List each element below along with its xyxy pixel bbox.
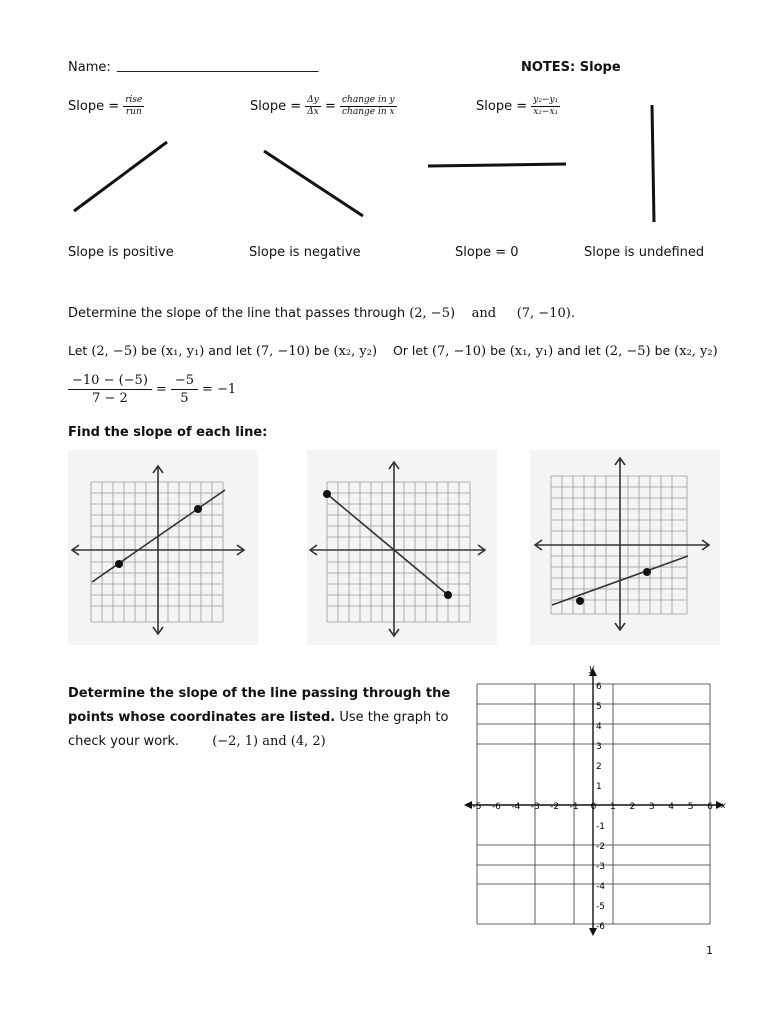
y-tick-label: -4 — [596, 882, 605, 892]
x-tick-label: -2 — [550, 802, 560, 812]
formula-3-label: Slope = — [476, 98, 528, 114]
be-3: be — [490, 343, 506, 358]
be-2: be — [313, 343, 330, 358]
problem-line-1: Determine the slope of the line passing through the — [68, 686, 451, 701]
y-tick-label: -1 — [596, 822, 605, 832]
graph-3-point-b — [643, 568, 651, 576]
problem-line-2-bold: points whose coordinates are listed. — [68, 710, 336, 725]
formula-3-den: x₂−x₁ — [533, 106, 559, 117]
y-tick-label: 3 — [596, 742, 602, 752]
formula-2-eq: = — [324, 98, 336, 114]
x-tick-label: 6 — [707, 802, 713, 812]
formula-3-num: y₂−y₁ — [533, 94, 559, 105]
example-point-1: (2, −5) — [409, 306, 456, 321]
y-tick-label: -6 — [596, 922, 605, 932]
formula-2-num: Δy — [307, 94, 319, 105]
x-tick-label: 0 — [590, 802, 597, 812]
formula-1-den: run — [125, 106, 142, 117]
x-tick-label: 1 — [610, 802, 616, 812]
problem-points: (−2, 1) and (4, 2) — [212, 734, 326, 749]
y-tick-label: 2 — [596, 762, 602, 772]
or-let: Or let — [392, 343, 428, 358]
formula-2-label: Slope = — [250, 98, 302, 114]
y-tick-label: 6 — [596, 682, 602, 692]
calc-result: = −1 — [201, 382, 237, 397]
example-statement — [68, 306, 575, 321]
y-tick-label: 1 — [596, 782, 602, 792]
var-3: (x₁, y₁) — [509, 344, 554, 359]
formula-1-label: Slope = — [68, 98, 120, 114]
graph-2-point-a — [323, 490, 331, 498]
caption-zero: Slope = 0 — [455, 245, 519, 260]
graph-3-point-a — [576, 597, 584, 605]
axis-x-label: x — [721, 801, 726, 810]
x-tick-label: -1 — [569, 802, 579, 812]
formula-2-num2: change in y — [342, 94, 395, 105]
axis-graph — [462, 662, 730, 938]
graph-3 — [530, 450, 720, 645]
let-point-2: (7, −10) — [255, 344, 310, 359]
problem-line-2-rest: Use the graph to — [339, 710, 449, 725]
var-1: (x₁, y₁) — [160, 344, 205, 359]
problem-line-3 — [68, 734, 326, 749]
undefined-slope-line — [652, 105, 654, 222]
problem-line-3-text: check your work. — [68, 734, 180, 749]
var-2: (x₂, y₂) — [333, 344, 378, 359]
x-tick-label: -6 — [491, 802, 501, 812]
formula-2-den: Δx — [307, 106, 319, 117]
problem-line-2 — [68, 710, 448, 725]
page-number: 1 — [706, 944, 713, 957]
y-tick-label: 4 — [596, 722, 602, 732]
y-tick-label: 5 — [596, 702, 602, 712]
zero-slope-line — [428, 164, 566, 166]
page-title: NOTES: Slope — [521, 60, 621, 75]
and-let-2: and let — [557, 343, 601, 358]
let-point-4: (2, −5) — [604, 344, 651, 359]
let-1: Let — [68, 343, 88, 358]
x-tick-label: -5 — [472, 802, 482, 812]
example-calculation — [68, 372, 236, 407]
calc-numerator: −10 − (−5) — [68, 372, 152, 390]
graph-1 — [68, 450, 258, 645]
graph-1-point-a — [115, 560, 123, 568]
formula-2-den2: change in x — [342, 106, 395, 117]
be-1: be — [141, 343, 157, 358]
example-point-2: (7, −10). — [516, 306, 575, 321]
caption-positive: Slope is positive — [68, 245, 174, 260]
x-tick-label: 4 — [668, 802, 675, 812]
example-assignments — [68, 343, 718, 359]
name-label: Name: — [68, 60, 111, 75]
caption-negative: Slope is negative — [249, 245, 361, 260]
y-tick-label: -2 — [596, 842, 605, 852]
x-tick-label: 5 — [687, 802, 694, 812]
x-tick-label: 3 — [648, 802, 655, 812]
example-and: and — [471, 306, 497, 321]
calc-denominator: 7 − 2 — [92, 391, 128, 406]
positive-slope-line — [74, 142, 167, 211]
let-point-3: (7, −10) — [431, 344, 487, 359]
x-tick-label: -3 — [530, 802, 540, 812]
and-let-1: and let — [208, 343, 252, 358]
x-tick-label: 2 — [629, 802, 636, 812]
example-text: Determine the slope of the line that passes through — [68, 306, 406, 321]
be-4: be — [654, 343, 671, 358]
y-tick-label: -5 — [596, 902, 605, 912]
formula-1-num: rise — [125, 94, 143, 105]
axis-y-label: y — [589, 664, 595, 674]
find-slope-title: Find the slope of each line: — [68, 425, 268, 440]
caption-undefined: Slope is undefined — [584, 245, 705, 260]
calc-numerator-2: −5 — [171, 372, 198, 390]
var-4: (x₂, y₂) — [674, 344, 718, 359]
slope-illustrations — [0, 0, 770, 240]
name-blank: _______________________________ — [117, 58, 319, 73]
y-tick-label: -3 — [596, 862, 605, 872]
negative-slope-line — [264, 151, 363, 216]
graph-2-point-b — [444, 591, 452, 599]
let-point-1: (2, −5) — [91, 344, 138, 359]
graph-2 — [307, 450, 497, 645]
x-tick-label: -4 — [511, 802, 521, 812]
calc-denominator-2: 5 — [180, 391, 189, 406]
calc-equals: = — [155, 382, 167, 397]
graph-1-point-b — [194, 505, 202, 513]
